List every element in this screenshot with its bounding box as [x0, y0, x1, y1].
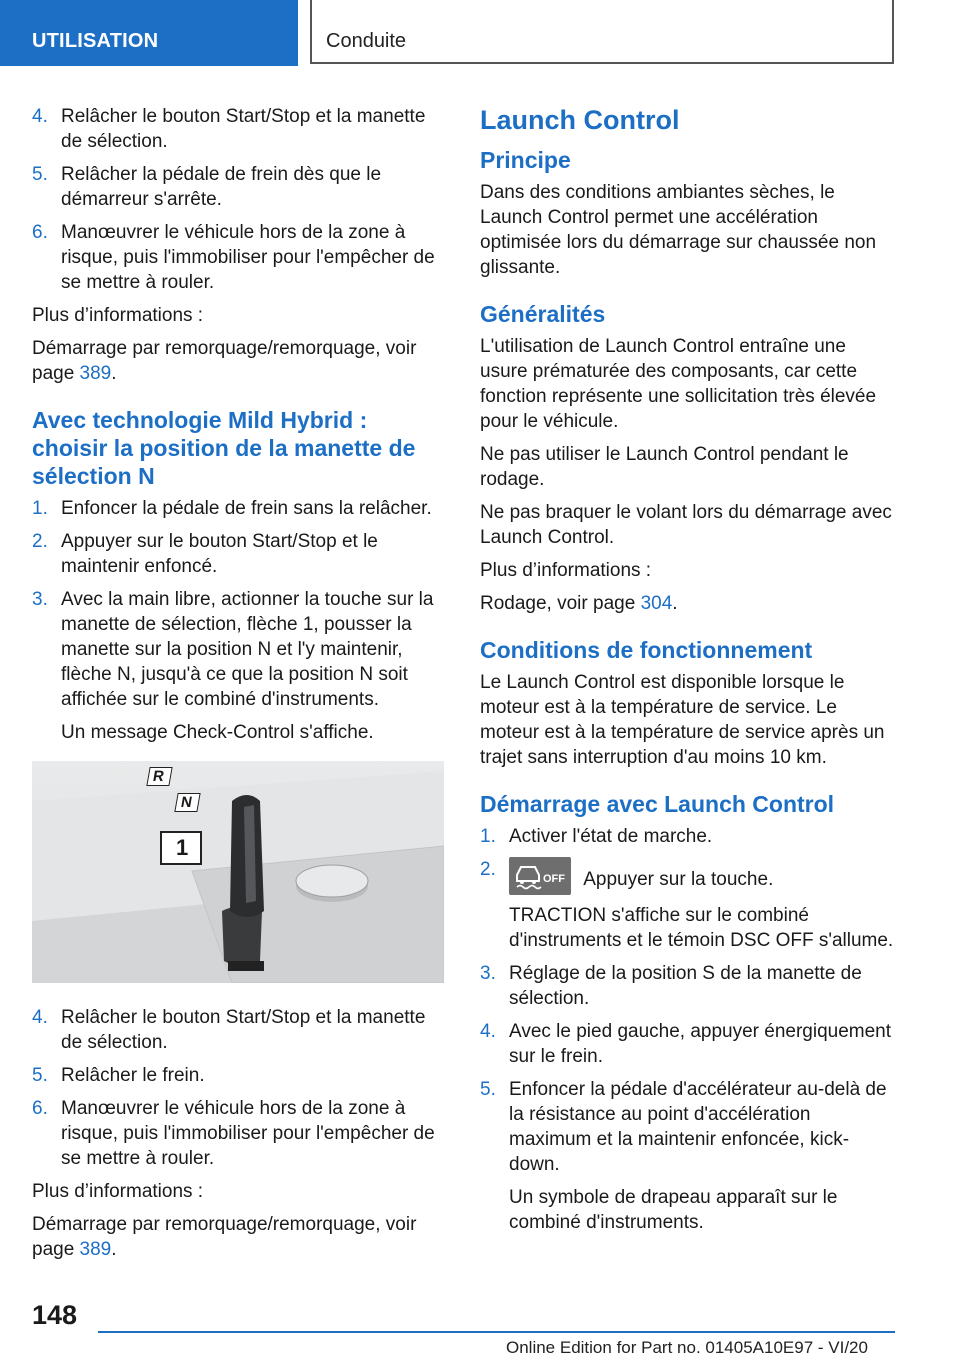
edition-note: Online Edition for Part no. 01405A10E97 - VI/20: [506, 1338, 868, 1357]
step-text: Relâcher la pédale de frein dès que le démarreur s'arrête.: [61, 164, 382, 210]
list-item: [480, 1019, 896, 1069]
reference-paragraph: [480, 591, 896, 616]
page-title: Launch Control: [480, 105, 680, 135]
list-item: [32, 1063, 444, 1088]
step-text: Enfoncer la pédale d'accélérateur au-delà de la résistance au point d'accélération maximum et la maintenir enfoncée, kick-down.: [509, 1079, 887, 1175]
arrow-label-n: N: [174, 793, 200, 812]
step-number: 3.: [480, 963, 496, 984]
generalites-text-3: Ne pas braquer le volant lors du démarrage avec Launch Control.: [480, 502, 892, 548]
page-link-389[interactable]: 389: [79, 1239, 112, 1260]
step-subtext: Un symbole de drapeau apparaît sur le combiné d'instruments.: [509, 1187, 838, 1233]
step-text: Relâcher le bouton Start/Stop et la manette de sélection.: [61, 1007, 426, 1053]
launch-steps-list: [480, 824, 896, 1235]
footer-divider: [98, 1331, 895, 1333]
step-number: 5.: [480, 1079, 496, 1100]
reference-text: Rodage, voir page: [480, 593, 641, 614]
reference-paragraph: [32, 1212, 444, 1262]
step-text: Manœuvrer le véhicule hors de la zone à risque, puis l'immobiliser pour l'empêcher de se mettre à rouler.: [61, 1098, 435, 1169]
step-number: 2.: [32, 531, 48, 552]
step-number: 4.: [32, 1007, 48, 1028]
step-text: Activer l'état de marche.: [509, 826, 713, 847]
heading-conditions: Conditions de fonctionnement: [480, 637, 813, 663]
step-number: 1.: [480, 826, 496, 847]
step-number: 2.: [480, 859, 496, 880]
list-item: [480, 961, 896, 1011]
page-link-304[interactable]: 304: [640, 593, 673, 614]
step-number: 6.: [32, 222, 48, 243]
step-number: 4.: [32, 106, 48, 127]
list-item: [32, 1096, 444, 1171]
page-number: 148: [32, 1300, 78, 1330]
heading-mild-hybrid: Avec technologie Mild Hybrid : choisir la position de la manette de sélection N: [32, 407, 416, 489]
arrow-label-1: 1: [160, 831, 202, 865]
reference-suffix: .: [672, 593, 678, 614]
steps-list-b: [32, 496, 444, 745]
reference-suffix: .: [111, 1239, 117, 1260]
reference-suffix: .: [111, 363, 117, 384]
step-number: 1.: [32, 498, 48, 519]
step-number: 6.: [32, 1098, 48, 1119]
more-info-label: Plus d’informations :: [32, 1181, 204, 1202]
conditions-text: Le Launch Control est disponible lorsque le moteur est à la température de service. Le moteur est à la température de service après un trajet sans interruption d'au moins 10 km.: [480, 672, 885, 768]
heading-generalites: Généralités: [480, 301, 606, 327]
principe-text: Dans des conditions ambiantes sèches, le Launch Control permet une accélération optimisée lors du démarrage sur chaussée non glissante.: [480, 182, 877, 278]
page-link-389[interactable]: 389: [79, 363, 112, 384]
step-number: 5.: [32, 164, 48, 185]
right-column: [480, 104, 896, 1243]
heading-principe: Principe: [480, 147, 571, 173]
step-number: 4.: [480, 1021, 496, 1042]
step-text: Avec le pied gauche, appuyer énergiquement sur le frein.: [509, 1021, 892, 1067]
left-column: [32, 104, 444, 1270]
section-tab: UTILISATION: [0, 0, 298, 66]
step-text: Avec la main libre, actionner la touche sur la manette de sélection, flèche 1, pousser la manette sur la position N et l'y maintenir, flèche N, jusqu'à ce que la position N soit affichée sur le combiné d'instruments.: [61, 589, 434, 710]
dsc-off-button-icon: [509, 857, 571, 895]
list-item: [480, 1077, 896, 1235]
gear-selector-illustration: [32, 761, 444, 983]
list-item: [32, 496, 444, 521]
arrow-label-r: R: [146, 767, 172, 786]
list-item: [32, 162, 444, 212]
list-item: [480, 857, 896, 953]
list-item: [32, 587, 444, 745]
generalites-text-2: Ne pas utiliser le Launch Control pendant le rodage.: [480, 444, 849, 490]
list-item: [32, 1005, 444, 1055]
generalites-text-1: L'utilisation de Launch Control entraîne une usure prématurée des composants, car cette fonction représente une sollicitation très élevée pour le véhicule.: [480, 336, 877, 432]
step-text: Réglage de la position S de la manette de sélection.: [509, 963, 862, 1009]
more-info-label: Plus d’informations :: [32, 305, 204, 326]
step-subtext: TRACTION s'affiche sur le combiné d'instruments et le témoin DSC OFF s'allume.: [509, 905, 894, 951]
list-item: [32, 529, 444, 579]
list-item: [32, 220, 444, 295]
steps-list-a: [32, 104, 444, 295]
step-number: 5.: [32, 1065, 48, 1086]
step-text: Relâcher le frein.: [61, 1065, 205, 1086]
list-item: [480, 824, 896, 849]
step-text: Manœuvrer le véhicule hors de la zone à risque, puis l'immobiliser pour l'empêcher de se mettre à rouler.: [61, 222, 435, 293]
step-text: Appuyer sur la touche.: [583, 869, 774, 890]
list-item: [32, 104, 444, 154]
page-header: [0, 0, 960, 66]
steps-list-c: [32, 1005, 444, 1171]
gear-selector-drawing: [32, 761, 444, 983]
reference-paragraph: [32, 336, 444, 386]
more-info-label: Plus d’informations :: [480, 560, 652, 581]
heading-demarrage: Démarrage avec Launch Control: [480, 791, 835, 817]
step-number: 3.: [32, 589, 48, 610]
step-text: Appuyer sur le bouton Start/Stop et le maintenir enfoncé.: [61, 531, 378, 577]
chapter-title: Conduite: [310, 0, 894, 64]
reference-text: Démarrage par remorquage/remorquage, voir page: [32, 338, 417, 384]
step-text: Relâcher le bouton Start/Stop et la manette de sélection.: [61, 106, 426, 152]
dsc-off-label: OFF: [543, 873, 565, 885]
step-subtext: Un message Check-Control s'affiche.: [61, 722, 374, 743]
reference-text: Démarrage par remorquage/remorquage, voir page: [32, 1214, 417, 1260]
step-text: Enfoncer la pédale de frein sans la relâcher.: [61, 498, 432, 519]
